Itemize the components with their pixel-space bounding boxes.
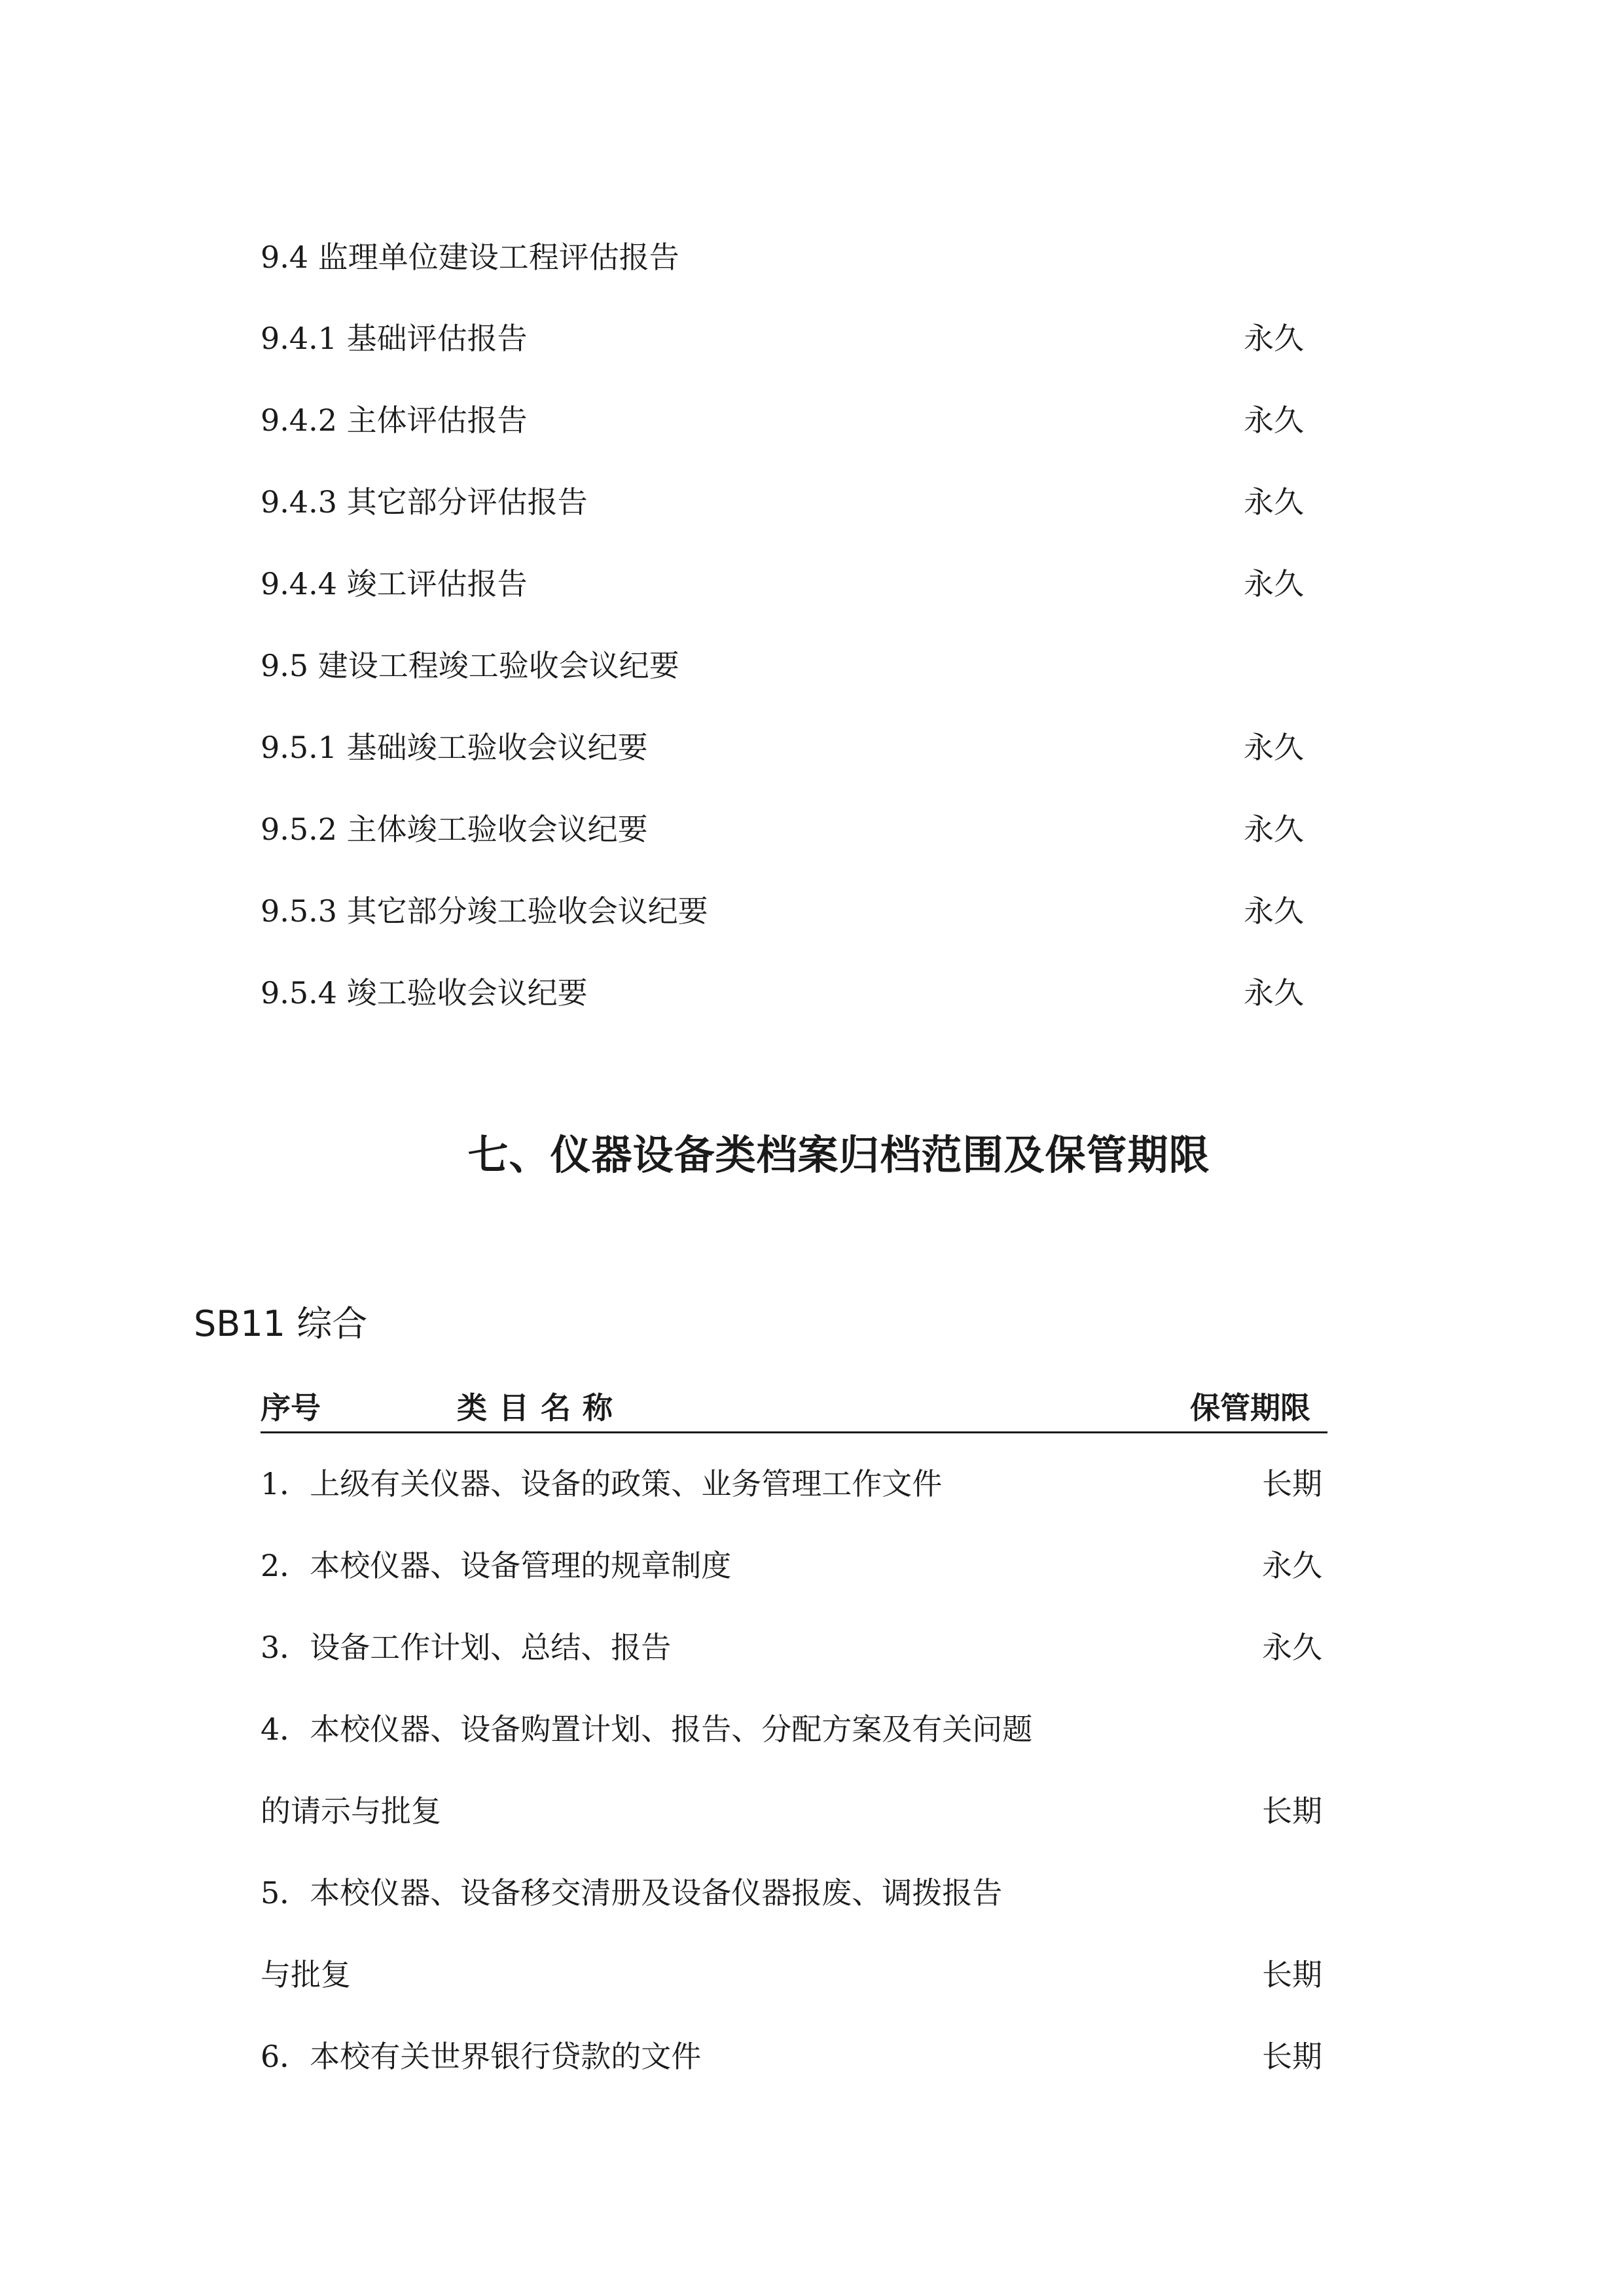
table-row: [261, 1461, 1334, 1507]
table-row: [261, 1952, 1334, 1998]
retention-period: 永久: [1244, 566, 1304, 601]
table-header: [261, 1384, 1327, 1433]
retention-period: 永久: [1244, 730, 1304, 765]
table-row: [261, 2034, 1334, 2079]
list-item: [261, 643, 1334, 689]
item-text: 6．本校有关世界银行贷款的文件: [261, 2039, 702, 2074]
item-text: 3．设备工作计划、总结、报告: [261, 1630, 672, 1665]
retention-period: 永久: [1244, 812, 1304, 847]
retention-period: 长期: [1262, 1793, 1322, 1829]
column-header-no: 序号: [261, 1390, 321, 1426]
item-text: 9.5.2 主体竣工验收会议纪要: [261, 812, 648, 847]
item-text: 2．本校仪器、设备管理的规章制度: [261, 1548, 732, 1583]
retention-period: 长期: [1262, 1466, 1322, 1501]
table-row: [261, 1870, 1334, 1916]
item-text: 9.5.1 基础竣工验收会议纪要: [261, 730, 648, 765]
retention-period: 永久: [1244, 403, 1304, 438]
retention-period: 长期: [1262, 2039, 1322, 2074]
table-row: [261, 1543, 1334, 1588]
list-item: [261, 397, 1334, 443]
item-text: 9.4.1 基础评估报告: [261, 321, 528, 356]
list-item: [261, 234, 1334, 280]
item-text: 9.4.2 主体评估报告: [261, 403, 528, 438]
retention-period: 永久: [1244, 321, 1304, 356]
retention-period: 永久: [1244, 484, 1304, 520]
category-title: SB11 综合: [194, 1303, 368, 1344]
retention-period: 永久: [1244, 975, 1304, 1011]
item-text: 与批复: [261, 1957, 351, 1992]
table-row: [261, 1624, 1334, 1670]
item-text: 1．上级有关仪器、设备的政策、业务管理工作文件: [261, 1466, 943, 1501]
list-item: [261, 970, 1334, 1016]
retention-period: 永久: [1262, 1548, 1322, 1583]
item-text: 9.5.3 其它部分竣工验收会议纪要: [261, 893, 708, 929]
list-item: [261, 479, 1334, 525]
list-item: [261, 806, 1334, 852]
retention-period: 永久: [1262, 1630, 1322, 1665]
table-row: [261, 1788, 1334, 1834]
item-text: 9.4 监理单位建设工程评估报告: [261, 240, 679, 275]
item-text: 5．本校仪器、设备移交清册及设备仪器报废、调拨报告: [261, 1875, 1003, 1910]
table-row: [261, 1706, 1334, 1752]
list-item: [261, 888, 1334, 934]
item-text: 9.5 建设工程竣工验收会议纪要: [261, 648, 679, 683]
list-item: [261, 725, 1334, 770]
section-title: 七、仪器设备类档案归档范围及保管期限: [467, 1131, 1210, 1179]
item-text: 4．本校仪器、设备购置计划、报告、分配方案及有关问题: [261, 1712, 1033, 1747]
item-text: 9.4.3 其它部分评估报告: [261, 484, 588, 520]
list-item: [261, 561, 1334, 607]
column-header-period: 保管期限: [1190, 1390, 1310, 1426]
item-text: 的请示与批复: [261, 1793, 441, 1829]
item-text: 9.4.4 竣工评估报告: [261, 566, 528, 601]
retention-period: 永久: [1244, 893, 1304, 929]
list-item: [261, 315, 1334, 361]
column-header-name: 类目名称: [457, 1390, 624, 1426]
item-text: 9.5.4 竣工验收会议纪要: [261, 975, 588, 1011]
retention-period: 长期: [1262, 1957, 1322, 1992]
